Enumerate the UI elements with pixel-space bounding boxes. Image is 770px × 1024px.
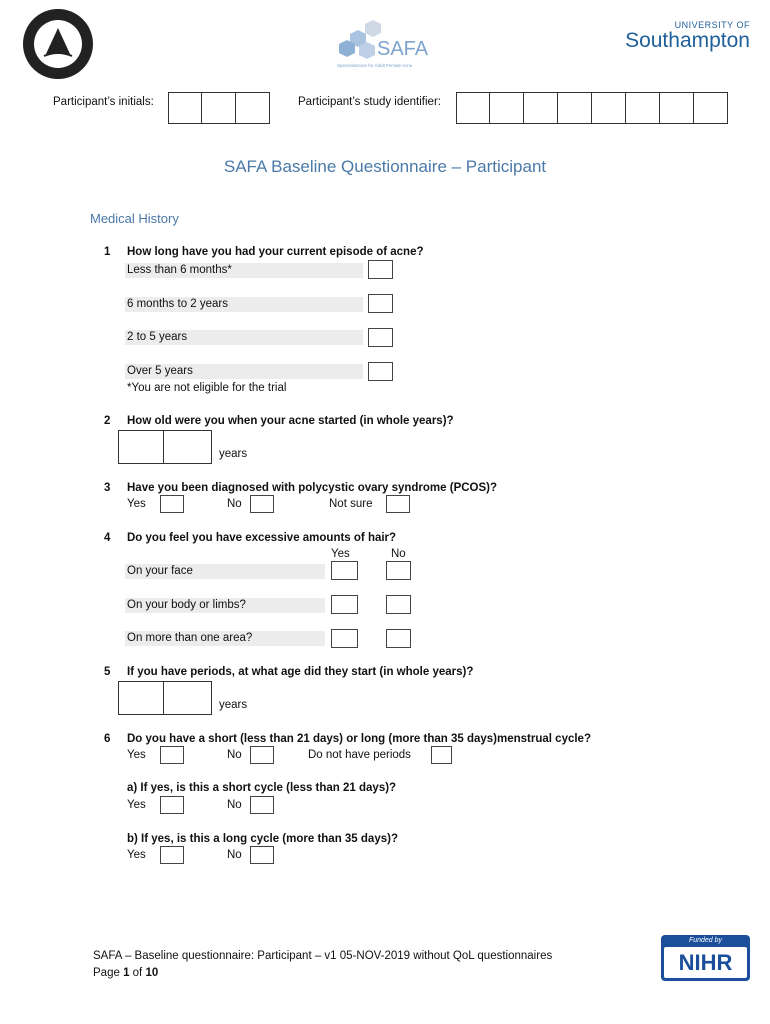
q1-option-4: Over 5 years	[125, 364, 363, 379]
q4-row-3-no[interactable]	[386, 629, 411, 648]
q6-none-checkbox[interactable]	[431, 746, 452, 764]
q4-row-3-yes[interactable]	[331, 629, 358, 648]
q4-row-2: On your body or limbs?	[125, 598, 325, 613]
initials-boxes[interactable]	[168, 92, 270, 124]
nihr-box	[664, 947, 747, 978]
q1-text: How long have you had your current episode of acne?	[127, 246, 424, 258]
university-of-text: UNIVERSITY OF	[674, 20, 750, 30]
q2-unit: years	[219, 448, 248, 460]
q4-row-2-no[interactable]	[386, 595, 411, 614]
q6-text: Do you have a short (less than 21 days) or long (more than 35 days)menstrual cycle?	[127, 733, 591, 745]
q2-age-boxes[interactable]	[118, 430, 212, 464]
q2-number: 2	[104, 415, 111, 427]
safa-logo-tagline: Spironolactone for Adult Female Acne	[337, 63, 413, 68]
q3-yes-label: Yes	[127, 498, 146, 510]
footer-version: SAFA – Baseline questionnaire: Participant – v1 05-NOV-2019 without QoL questionnaires	[93, 950, 553, 962]
q4-row-1-no[interactable]	[386, 561, 411, 580]
southampton-text: Southampton	[625, 29, 750, 52]
q3-number: 3	[104, 482, 111, 494]
q6a-yes-label: Yes	[127, 799, 146, 811]
q1-checkbox-1[interactable]	[368, 260, 393, 279]
q4-row-1-yes[interactable]	[331, 561, 358, 580]
q1-note: *You are not eligible for the trial	[127, 382, 287, 394]
q4-row-3: On more than one area?	[125, 631, 325, 646]
q6a-no-label: No	[227, 799, 242, 811]
q5-text: If you have periods, at what age did they start (in whole years)?	[127, 666, 474, 678]
page-prefix: Page	[93, 967, 124, 979]
q3-unsure-label: Not sure	[329, 498, 373, 510]
q6a-text: a) If yes, is this a short cycle (less than 21 days)?	[127, 782, 397, 794]
page-total: 10	[145, 967, 159, 979]
q6b-text: b) If yes, is this a long cycle (more than 35 days)?	[127, 833, 398, 845]
funded-by-text: Funded by	[688, 937, 723, 944]
page-title: SAFA Baseline Questionnaire – Participant	[223, 157, 547, 176]
q5-age-boxes[interactable]	[118, 681, 212, 715]
q6b-yes-checkbox[interactable]	[160, 846, 184, 864]
footer-page	[93, 967, 158, 979]
section-heading: Medical History	[90, 211, 179, 226]
q1-checkbox-4[interactable]	[368, 362, 393, 381]
page-number: 1	[123, 967, 130, 979]
q5-unit: years	[219, 699, 248, 711]
initials-label: Participant’s initials:	[53, 96, 154, 108]
q6-no-checkbox[interactable]	[250, 746, 274, 764]
nihr-logo	[661, 935, 750, 981]
q6-number: 6	[104, 733, 111, 745]
q4-col-no: No	[391, 548, 406, 560]
q3-no-checkbox[interactable]	[250, 495, 274, 513]
q6-yes-label: Yes	[127, 749, 146, 761]
q4-text: Do you feel you have excessive amounts of hair?	[127, 532, 397, 544]
q1-option-1: Less than 6 months*	[125, 263, 363, 278]
q5-number: 5	[104, 666, 111, 678]
nihr-text: NIHR	[678, 950, 733, 975]
q4-row-1: On your face	[125, 564, 325, 579]
q1-option-3: 2 to 5 years	[125, 330, 363, 345]
q3-unsure-checkbox[interactable]	[386, 495, 410, 513]
sctu-logo	[22, 8, 94, 80]
university-logo	[610, 20, 750, 60]
q6-yes-checkbox[interactable]	[160, 746, 184, 764]
q4-number: 4	[104, 532, 111, 544]
q3-yes-checkbox[interactable]	[160, 495, 184, 513]
identifier-label: Participant’s study identifier:	[298, 96, 441, 108]
q2-text: How old were you when your acne started (in whole years)?	[127, 415, 454, 427]
q1-option-2: 6 months to 2 years	[125, 297, 363, 312]
q6-no-label: No	[227, 749, 242, 761]
q1-number: 1	[104, 246, 111, 258]
q6b-no-checkbox[interactable]	[250, 846, 274, 864]
identifier-boxes[interactable]	[456, 92, 728, 124]
q3-no-label: No	[227, 498, 242, 510]
q6a-yes-checkbox[interactable]	[160, 796, 184, 814]
q1-checkbox-2[interactable]	[368, 294, 393, 313]
q6-none-label: Do not have periods	[308, 749, 411, 761]
q6a-no-checkbox[interactable]	[250, 796, 274, 814]
q1-checkbox-3[interactable]	[368, 328, 393, 347]
q3-text: Have you been diagnosed with polycystic ovary syndrome (PCOS)?	[127, 482, 498, 494]
safa-logo-text: SAFA	[377, 38, 429, 60]
safa-logo	[335, 12, 435, 70]
q6b-no-label: No	[227, 849, 242, 861]
q6b-yes-label: Yes	[127, 849, 146, 861]
page-of: of	[129, 967, 146, 979]
q4-row-2-yes[interactable]	[331, 595, 358, 614]
q4-col-yes: Yes	[331, 548, 350, 560]
